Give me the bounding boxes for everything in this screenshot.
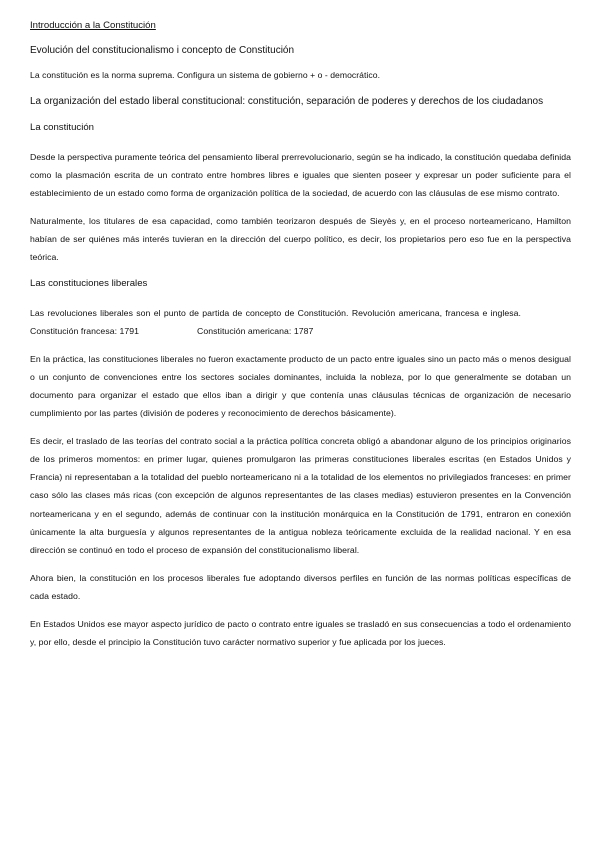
liberal-intro-paragraph (30, 304, 571, 340)
paragraph: Desde la perspectiva puramente teórica del pensamiento liberal prerrevolucionario, según se ha indicado, la constitución quedaba definida como la plasmación escrita de un contrato entre hombres libres e iguales que sienten poseer y expresar un poder suficiente para el establecimiento de un estado como forma de organización política de la sociedad, de acuerdo con las cláusulas de ese mismo contrato. (30, 152, 571, 199)
subheading-liberal-constitutions: Las constituciones liberales (30, 277, 148, 289)
document-title: Introducción a la Constitución (30, 20, 156, 31)
intro-sentence: La constitución es la norma suprema. Configura un sistema de gobierno + o - democrático. (30, 70, 381, 80)
subheading-organization: La organización del estado liberal constitucional: constitución, separación de poderes y derechos de los ciudadanos (30, 96, 544, 107)
subheading-constitution: La constitución (30, 122, 94, 133)
liberal-intro-text: Las revoluciones liberales son el punto de partida de concepto de Constitución. Revolución americana, francesa e inglesa. (30, 307, 521, 318)
paragraph: Es decir, el traslado de las teorías del contrato social a la práctica política concreta obligó a abandonar alguno de los principios originarios de los primeros momentos: en primer lugar, quienes promulgaron las primeras constituciones liberales escritas (en Estados Unidos y Francia) ni representaban a la totalidad del pueblo norteamericano ni a la totalidad de los elementos no privilegiados franceses: en primer caso sólo las clases más ricas (con excepción de algunos representantes de las clases medias) estuvieron presentes en la Convención norteamericana y en el segundo, además de continuar con la institución monárquica en la Constitución de 1791, entraron en conexión únicamente la alta burguesía y algunos representantes de la antigua nobleza teóricamente excluida de la realidad nacional. Y en esa dirección se continuó en todo el proceso de expansión del constitucionalismo liberal. (30, 436, 571, 555)
french-constitution-date: Constitución francesa: 1791 (30, 325, 140, 336)
paragraph: En la práctica, las constituciones liberales no fueron exactamente producto de un pacto entre iguales sino un pacto más o menos desigual o un conjunto de convenciones entre los sectores sociales dominantes, incluida la nobleza, por lo que generalmente se dotaban un documento para organizar el estado que ellos iban a dirigir y que contenía unas cláusulas técnicas de organización de necesario cumplimiento por las partes (división de poderes y reconocimiento de derechos básicamente). (30, 353, 571, 419)
american-constitution-date: Constitución americana: 1787 (197, 325, 314, 336)
paragraph: Naturalmente, los titulares de esa capacidad, como también teorizaron después de Sieyès y, en el proceso norteamericano, Hamilton habían de ser quiénes más interés tuvieran en la dirección del cuerpo político, es decir, los propietarios pero eso fue en la perspectiva teórica. (30, 216, 571, 263)
section-heading: Evolución del constitucionalismo i concepto de Constitución (30, 45, 295, 56)
paragraph: Ahora bien, la constitución en los procesos liberales fue adoptando diversos perfiles en función de las normas políticas específicas de cada estado. (30, 572, 571, 601)
paragraph: En Estados Unidos ese mayor aspecto jurídico de pacto o contrato entre iguales se trasladó en sus consecuencias a todo el ordenamiento y, por ello, desde el principio la Constitución tuvo carácter normativo superior y fue aplicada por los jueces. (30, 618, 571, 648)
